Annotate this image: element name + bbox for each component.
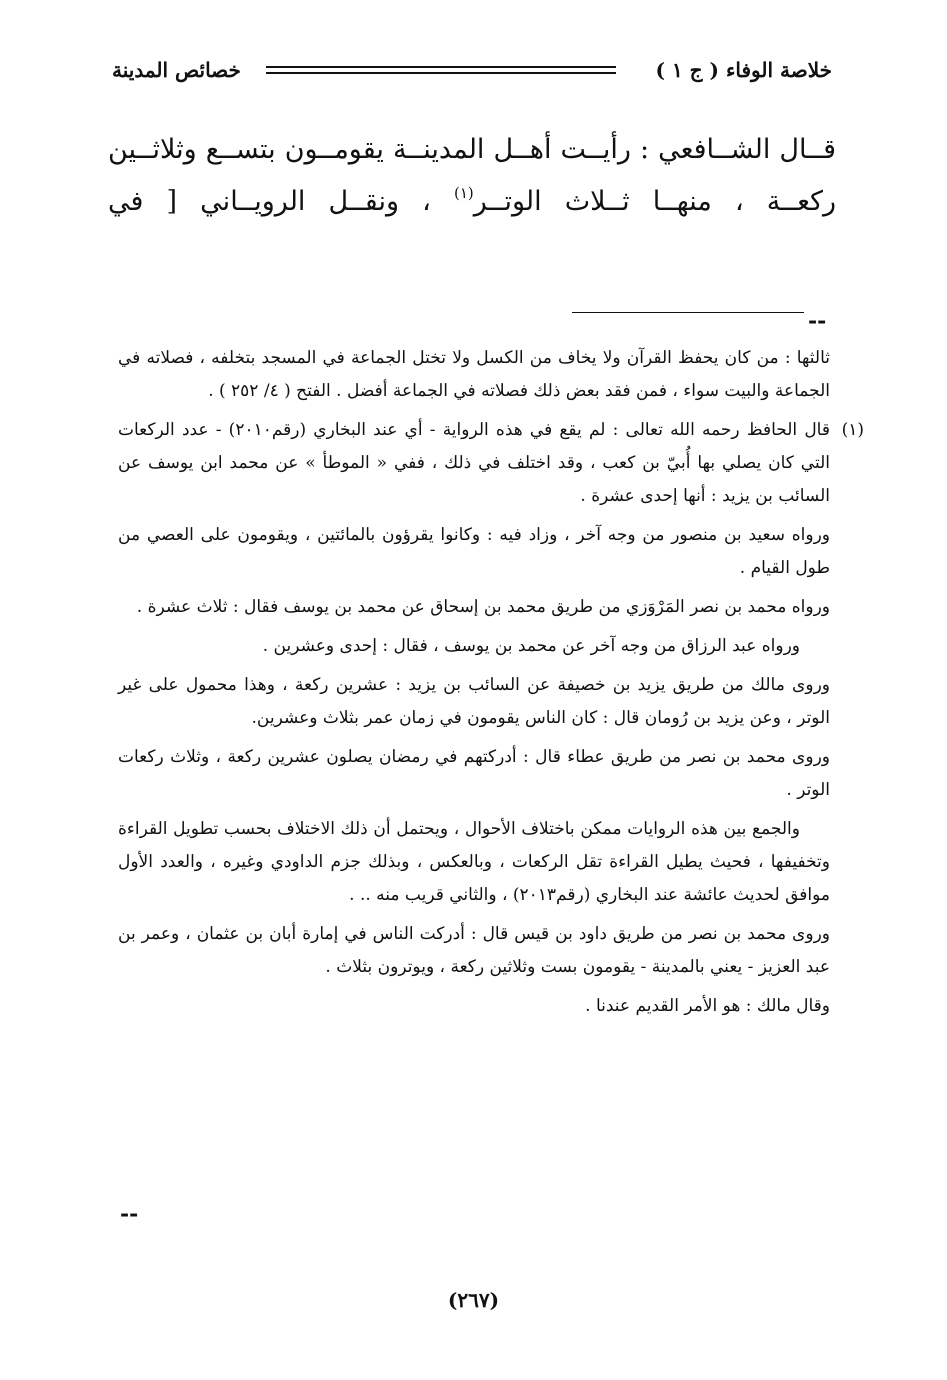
main-line-2-start: ركعــة ، منهــا ثــلاث الوتــر [473, 186, 836, 217]
footnote-1-paragraph: والجمع بين هذه الروايات ممكن باختلاف الأحوال ، ويحتمل أن ذلك الاختلاف بحسب تطويل القراءة وتخفيفها ، فحيث يطيل القراءة تقل الركعات ، وبالعكس ، وبذلك جزم الداودي وغيره ، والعدد الأول موافق لحديث عائشة عند البخاري (رقم٢٠١٣) ، والثاني قريب منه .. . [118, 819, 830, 905]
footnote-carry-over: ثالثها : من كان يحفظ القرآن ولا يخاف من الكسل ولا تختل الجماعة في المسجد بتخلفه ، فصلاته في الجماعة والبيت سواء ، فمن فقد بعض ذلك فصلاته في الجماعة أفضل . الفتح ( ٤/ ٢٥٢ ) . [118, 348, 830, 401]
footnote-1-paragraph: وقال مالك : هو الأمر القديم عندنا . [585, 996, 830, 1016]
footnote-1-intro: قال الحافظ رحمه الله تعالى : لم يقع في هذه الرواية - أي عند البخاري (رقم٢٠١٠) - عدد الركعات التي كان يصلي بها أُبيّ بن كعب ، وقد اختلف في ذلك ، ففي « الموطأ » عن محمد ابن يوسف عن السائب بن يزيد : أنها إحدى عشرة . [118, 420, 830, 506]
main-line-2-end: ، ونقــل الرويــاني [ في [108, 186, 454, 217]
footnote-1-paragraph: وروى محمد بن نصر من طريق عطاء قال : أدركتهم في رمضان يصلون عشرين ركعة ، وثلاث ركعات الوتر . [118, 747, 830, 800]
footnote-1-paragraph: وروى مالك من طريق يزيد بن خصيفة عن السائب بن يزيد : عشرين ركعة ، وهذا محمول على غير الوتر ، وعن يزيد بن رُومان قال : كان الناس يقومون في زمان عمر بثلاث وعشرين. [118, 675, 830, 728]
header-rule-lower [266, 72, 616, 74]
header-section-title: خصائص المدينة [112, 58, 241, 82]
footnotes [118, 342, 864, 1029]
header-rule-upper [266, 66, 616, 68]
footnote-1-paragraph: وروى محمد بن نصر من طريق داود بن قيس قال : أدركت الناس في إمارة أبان بن عثمان ، وعمر بن عبد العزيز - يعني بالمدينة - يقومون بست وثلاثين ركعة ، ويوترون بثلاث . [118, 924, 830, 977]
header-book-title: خلاصة الوفاء ( ج ١ ) [655, 58, 832, 82]
footnote-reference-1[interactable]: (١) [453, 184, 474, 202]
footnote-1-paragraph: ورواه سعيد بن منصور من وجه آخر ، وزاد فيه : وكانوا يقرؤون بالمائتين ، ويقومون على العصي من طول القيام . [118, 525, 830, 578]
main-line-1: قــال الشــافعي : رأيــت أهــل المدينــة يقومــون بتســع وثلاثــين [108, 134, 836, 165]
main-line-2 [108, 176, 836, 228]
footnote-1-paragraph: ورواه محمد بن نصر المَرْوَزي من طريق محمد بن إسحاق عن محمد بن يوسف فقال : ثلاث عشرة . [136, 597, 830, 617]
footnote-1-number[interactable]: (١) [841, 420, 864, 440]
continuation-mark-top: -- [808, 308, 827, 334]
footnote-1 [118, 414, 864, 513]
footnote-separator [572, 312, 804, 313]
page-number: (٢٦٧) [447, 1288, 500, 1312]
continuation-mark-bottom: -- [120, 1201, 139, 1227]
main-text [108, 124, 836, 228]
running-header [112, 56, 832, 86]
footnote-1-paragraph: ورواه عبد الرزاق من وجه آخر عن محمد بن يوسف ، فقال : إحدى وعشرين . [262, 636, 800, 656]
